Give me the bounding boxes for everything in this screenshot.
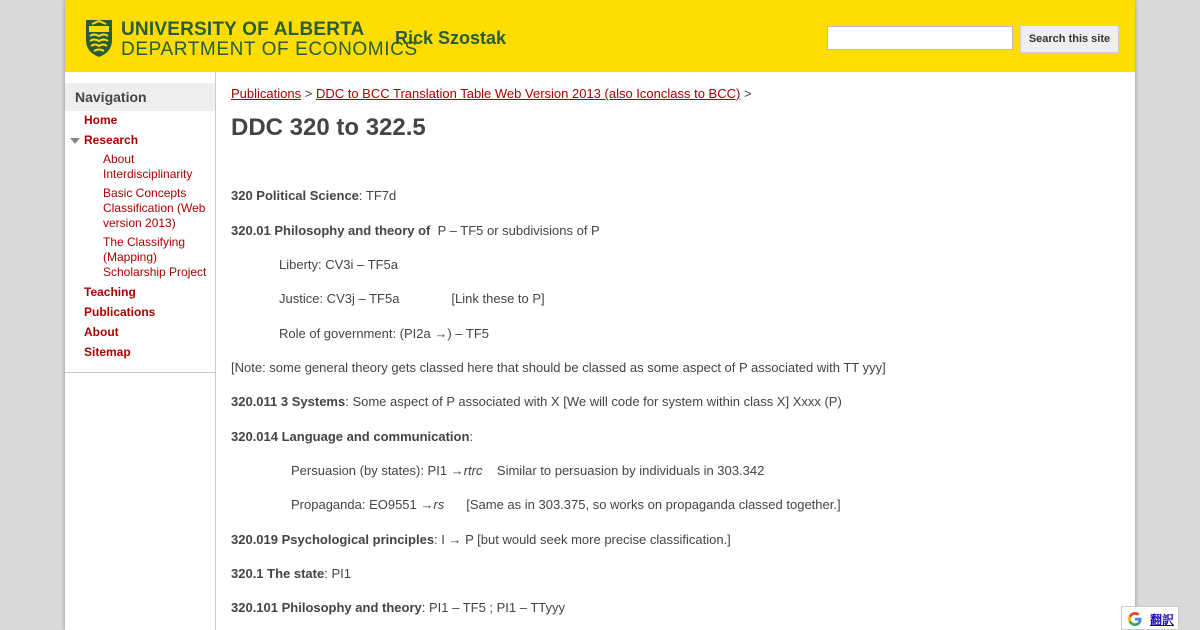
page xyxy=(65,0,1135,630)
entry-role-of-government: Role of government: (PI2a →) – TF5 xyxy=(279,326,490,341)
page-title: DDC 320 to 322.5 xyxy=(231,114,426,141)
entry-320 xyxy=(231,188,396,203)
department-name[interactable]: DEPARTMENT OF ECONOMICS xyxy=(121,39,418,60)
entry-code: 320.019 Psychological principles xyxy=(231,532,435,547)
entry-text: : I → P [but would seek more precise classification.] xyxy=(434,532,731,547)
entry-text: : Some aspect of P associated with X [We will code for system within class X] Xxxx (P) xyxy=(345,394,842,409)
entry-note: [Note: some general theory gets classed here that should be classed as some aspect of P associated with TT yyy] xyxy=(231,360,886,375)
entry-320-101 xyxy=(231,600,565,615)
breadcrumb-link-translation-table[interactable]: DDC to BCC Translation Table Web Version 2013 (also Iconclass to BCC) xyxy=(315,86,741,101)
entry-code: 320.01 Philosophy and theory of xyxy=(231,223,431,238)
entry-320-1 xyxy=(231,566,351,581)
entry-text: : xyxy=(469,429,474,444)
entry-text: : PI1 – TF5 ; PI1 – TTyyy xyxy=(421,600,566,615)
entry-justice xyxy=(279,291,545,306)
entry-liberty: Liberty: CV3i – TF5a xyxy=(279,257,398,272)
breadcrumb-link-publications[interactable]: Publications xyxy=(231,86,302,101)
university-crest-icon[interactable] xyxy=(84,18,114,58)
entry-text: Propaganda: EO9551 → xyxy=(291,497,434,512)
entry-code: 320.1 The state xyxy=(231,566,325,581)
sidebar-item-research[interactable]: Research xyxy=(84,133,139,147)
entry-code: 320.011 3 Systems xyxy=(231,394,346,409)
entry-text: P – TF5 or subdivisions of P xyxy=(437,223,600,238)
sidebar-item-teaching[interactable]: Teaching xyxy=(84,285,136,299)
breadcrumb-separator: > xyxy=(743,86,752,101)
entry-text: : PI1 xyxy=(324,566,351,581)
entry-code: 320.101 Philosophy and theory xyxy=(231,600,422,615)
sidebar-subitem-interdisciplinarity[interactable]: About Interdisciplinarity xyxy=(103,152,193,181)
entry-320-014 xyxy=(231,429,473,444)
entry-italic: rtrc xyxy=(463,463,483,478)
entry-italic: rs xyxy=(433,497,445,512)
sidebar-item-home[interactable]: Home xyxy=(84,113,118,127)
site-header xyxy=(65,0,1135,72)
search-input[interactable] xyxy=(827,26,1013,50)
entry-note: Similar to persuasion by individuals in 303.342 xyxy=(496,463,765,478)
breadcrumb xyxy=(231,86,752,101)
entry-320-019 xyxy=(231,532,731,547)
entry-code: 320.014 Language and communication xyxy=(231,429,470,444)
entry-note: [Same as in 303.375, so works on propaganda classed together.] xyxy=(466,497,841,512)
translate-widget[interactable] xyxy=(1121,606,1179,630)
entry-text: Persuasion (by states): PI1 → xyxy=(291,463,464,478)
sidebar-nav xyxy=(65,72,216,630)
expanded-triangle-icon[interactable] xyxy=(70,138,80,144)
entry-320-01 xyxy=(231,223,600,238)
university-name[interactable]: UNIVERSITY OF ALBERTA xyxy=(121,19,365,40)
nav-divider xyxy=(65,372,215,373)
google-g-icon xyxy=(1127,611,1143,627)
sidebar-subitem-mapping[interactable]: The Classifying (Mapping) Scholarship Project xyxy=(103,235,207,279)
sidebar-item-publications[interactable]: Publications xyxy=(84,305,156,319)
sidebar-subitem-bcc[interactable]: Basic Concepts Classification (Web version 2013) xyxy=(103,186,206,230)
breadcrumb-separator: > xyxy=(304,86,313,101)
search-button[interactable]: Search this site xyxy=(1020,25,1119,53)
sidebar-item-about[interactable]: About xyxy=(84,325,119,339)
sidebar-item-sitemap[interactable]: Sitemap xyxy=(84,345,131,359)
entry-persuasion xyxy=(291,463,764,478)
entry-320-011-3 xyxy=(231,394,842,409)
entry-text: : TF7d xyxy=(358,188,397,203)
entry-propaganda xyxy=(291,497,841,512)
entry-note: [Link these to P] xyxy=(451,291,545,306)
translate-label[interactable]: 翻訳 xyxy=(1150,613,1175,627)
entry-code: 320 Political Science xyxy=(231,188,359,203)
nav-heading: Navigation xyxy=(65,83,215,111)
entry-text: Justice: CV3j – TF5a xyxy=(279,291,400,306)
site-owner-name[interactable]: Rick Szostak xyxy=(395,28,507,48)
